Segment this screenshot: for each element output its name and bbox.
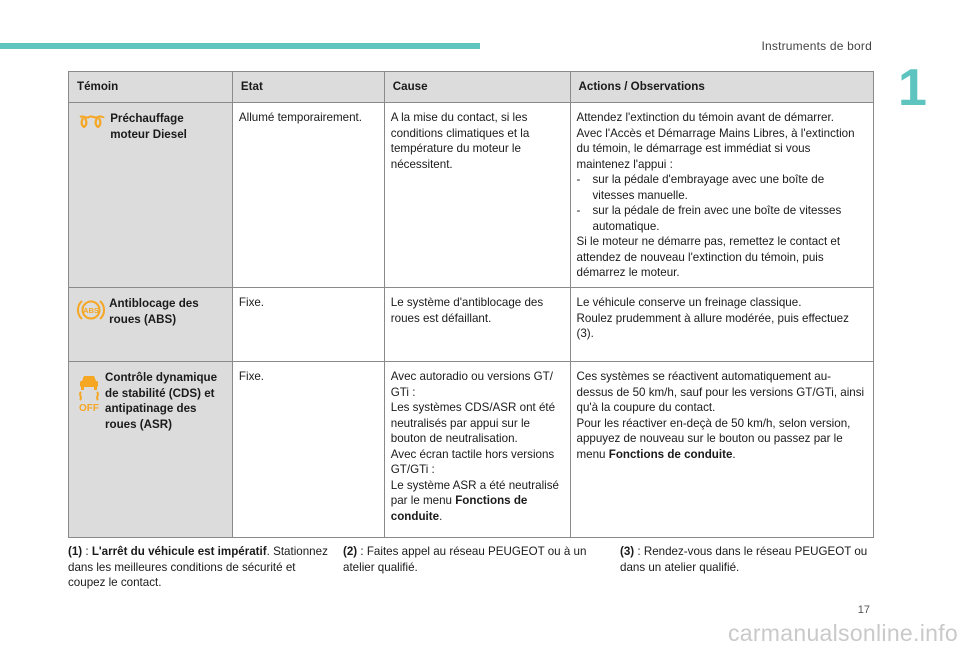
table-row — [69, 103, 874, 288]
footnote-2 — [343, 544, 608, 575]
table-header-row — [69, 72, 874, 103]
footnote-ref: (3) — [620, 545, 635, 558]
obs-text-part: Pour les réactiver en-deçà de 50 km/h, selon version, appuyez de nouveau sur le bouton ou passez par le menu — [576, 416, 851, 461]
footnote-3 — [620, 544, 875, 575]
temoin-name: Contrôle dynamique de stabilité (CDS) et antipatinage des roues (ASR) — [105, 371, 218, 431]
column-header: Témoin — [69, 72, 233, 103]
footnote-sep: : — [634, 545, 644, 558]
obs-text: Attendez l'extinction du témoin avant de démarrer. — [576, 111, 834, 124]
cause-cell: Le système d'antiblocage des roues est défaillant. — [384, 288, 570, 362]
section-title: Instruments de bord — [761, 39, 872, 53]
temoin-cell — [69, 362, 233, 538]
cause-text — [391, 478, 564, 525]
temoin-name: Préchauffage moteur Diesel — [110, 112, 187, 141]
svg-text:ABS: ABS — [83, 306, 99, 315]
temoin-cell — [69, 103, 233, 288]
temoin-name: Antiblocage des roues (ABS) — [109, 297, 199, 326]
obs-text — [577, 416, 868, 463]
esc-off-icon — [75, 372, 103, 412]
obs-text: Ces systèmes se réactivent automatiquement au-dessus de 50 km/h, sauf pour les versions GT/GTi, ainsi qu'à la coupure du contact. — [576, 370, 865, 414]
footnote-ref: (1) — [68, 545, 83, 558]
watermark: carmanualsonline.info — [727, 620, 958, 646]
cause-cell — [384, 362, 570, 538]
etat-cell: Fixe. — [232, 362, 384, 538]
footnote-bold: L'arrêt du véhicule est impératif — [91, 545, 267, 558]
etat-cell: Fixe. — [232, 288, 384, 362]
warning-lights-table — [68, 71, 874, 538]
column-header: Cause — [384, 72, 570, 103]
glow-plug-icon — [79, 113, 105, 129]
footnote-1 — [68, 544, 328, 591]
cause-text-part: . — [439, 509, 443, 523]
header-accent-bar — [0, 43, 480, 49]
page-number: 17 — [857, 604, 870, 616]
obs-text: Le véhicule conserve un freinage classique. — [576, 296, 802, 309]
obs-text: Roulez prudemment à allure modérée, puis effectuez (3). — [576, 311, 849, 340]
obs-text: sur la pédale de frein avec une boîte de vitesses automatique. — [592, 204, 842, 233]
etat-cell: Allumé temporairement. — [232, 103, 384, 288]
footnote-sep: : — [357, 545, 367, 558]
cause-text-part: Le système ASR a été neutralisé par le menu — [390, 478, 559, 507]
cause-cell: A la mise du contact, si les conditions climatiques et la température du moteur le nécessitent. — [384, 103, 570, 288]
obs-bullet: - sur la pédale de frein avec une boîte de vitesses automatique. — [577, 203, 868, 234]
footnote-ref: (2) — [343, 545, 358, 558]
column-header: Actions / Observations — [570, 72, 874, 103]
icon-off-label: OFF — [79, 403, 99, 412]
cause-text: Avec écran tactile hors versions GT/GTi : — [390, 447, 555, 476]
footnote-sep: : — [82, 545, 92, 558]
obs-text: Avec l'Accès et Démarrage Mains Libres, à l'extinction du témoin, le démarrage est immédiat si vous maintenez l'appui : — [576, 126, 855, 171]
obs-cell — [570, 362, 874, 538]
abs-icon — [76, 298, 106, 322]
obs-bullet: - sur la pédale d'embrayage avec une boîte de vitesses manuelle. — [577, 172, 868, 203]
chapter-number: 1 — [898, 59, 927, 117]
obs-text-part: . — [732, 447, 736, 461]
cause-text: Les systèmes CDS/ASR ont été neutralisés par appui sur le bouton de neutralisation. — [390, 401, 556, 445]
column-header: Etat — [232, 72, 384, 103]
menu-name: Fonctions de conduite — [390, 494, 528, 523]
cause-text: Avec autoradio ou versions GT/ GTi : — [390, 370, 553, 399]
obs-cell — [570, 288, 874, 362]
menu-name: Fonctions de conduite — [608, 447, 733, 461]
obs-cell — [570, 103, 874, 288]
footnote-text: . Stationnez dans les meilleures conditions de sécurité et coupez le contact. — [68, 545, 328, 589]
table-row — [69, 362, 874, 538]
footnote-text: Faites appel au réseau PEUGEOT ou à un atelier qualifié. — [343, 545, 587, 574]
obs-text: Si le moteur ne démarre pas, remettez le contact et attendez de nouveau l'extinction du témoin, puis démarrez le moteur. — [576, 235, 841, 279]
temoin-cell — [69, 288, 233, 362]
footnote-text: Rendez-vous dans le réseau PEUGEOT ou dans un atelier qualifié. — [620, 545, 868, 574]
table-row — [69, 288, 874, 362]
obs-text: sur la pédale d'embrayage avec une boîte de vitesses manuelle. — [592, 173, 825, 202]
